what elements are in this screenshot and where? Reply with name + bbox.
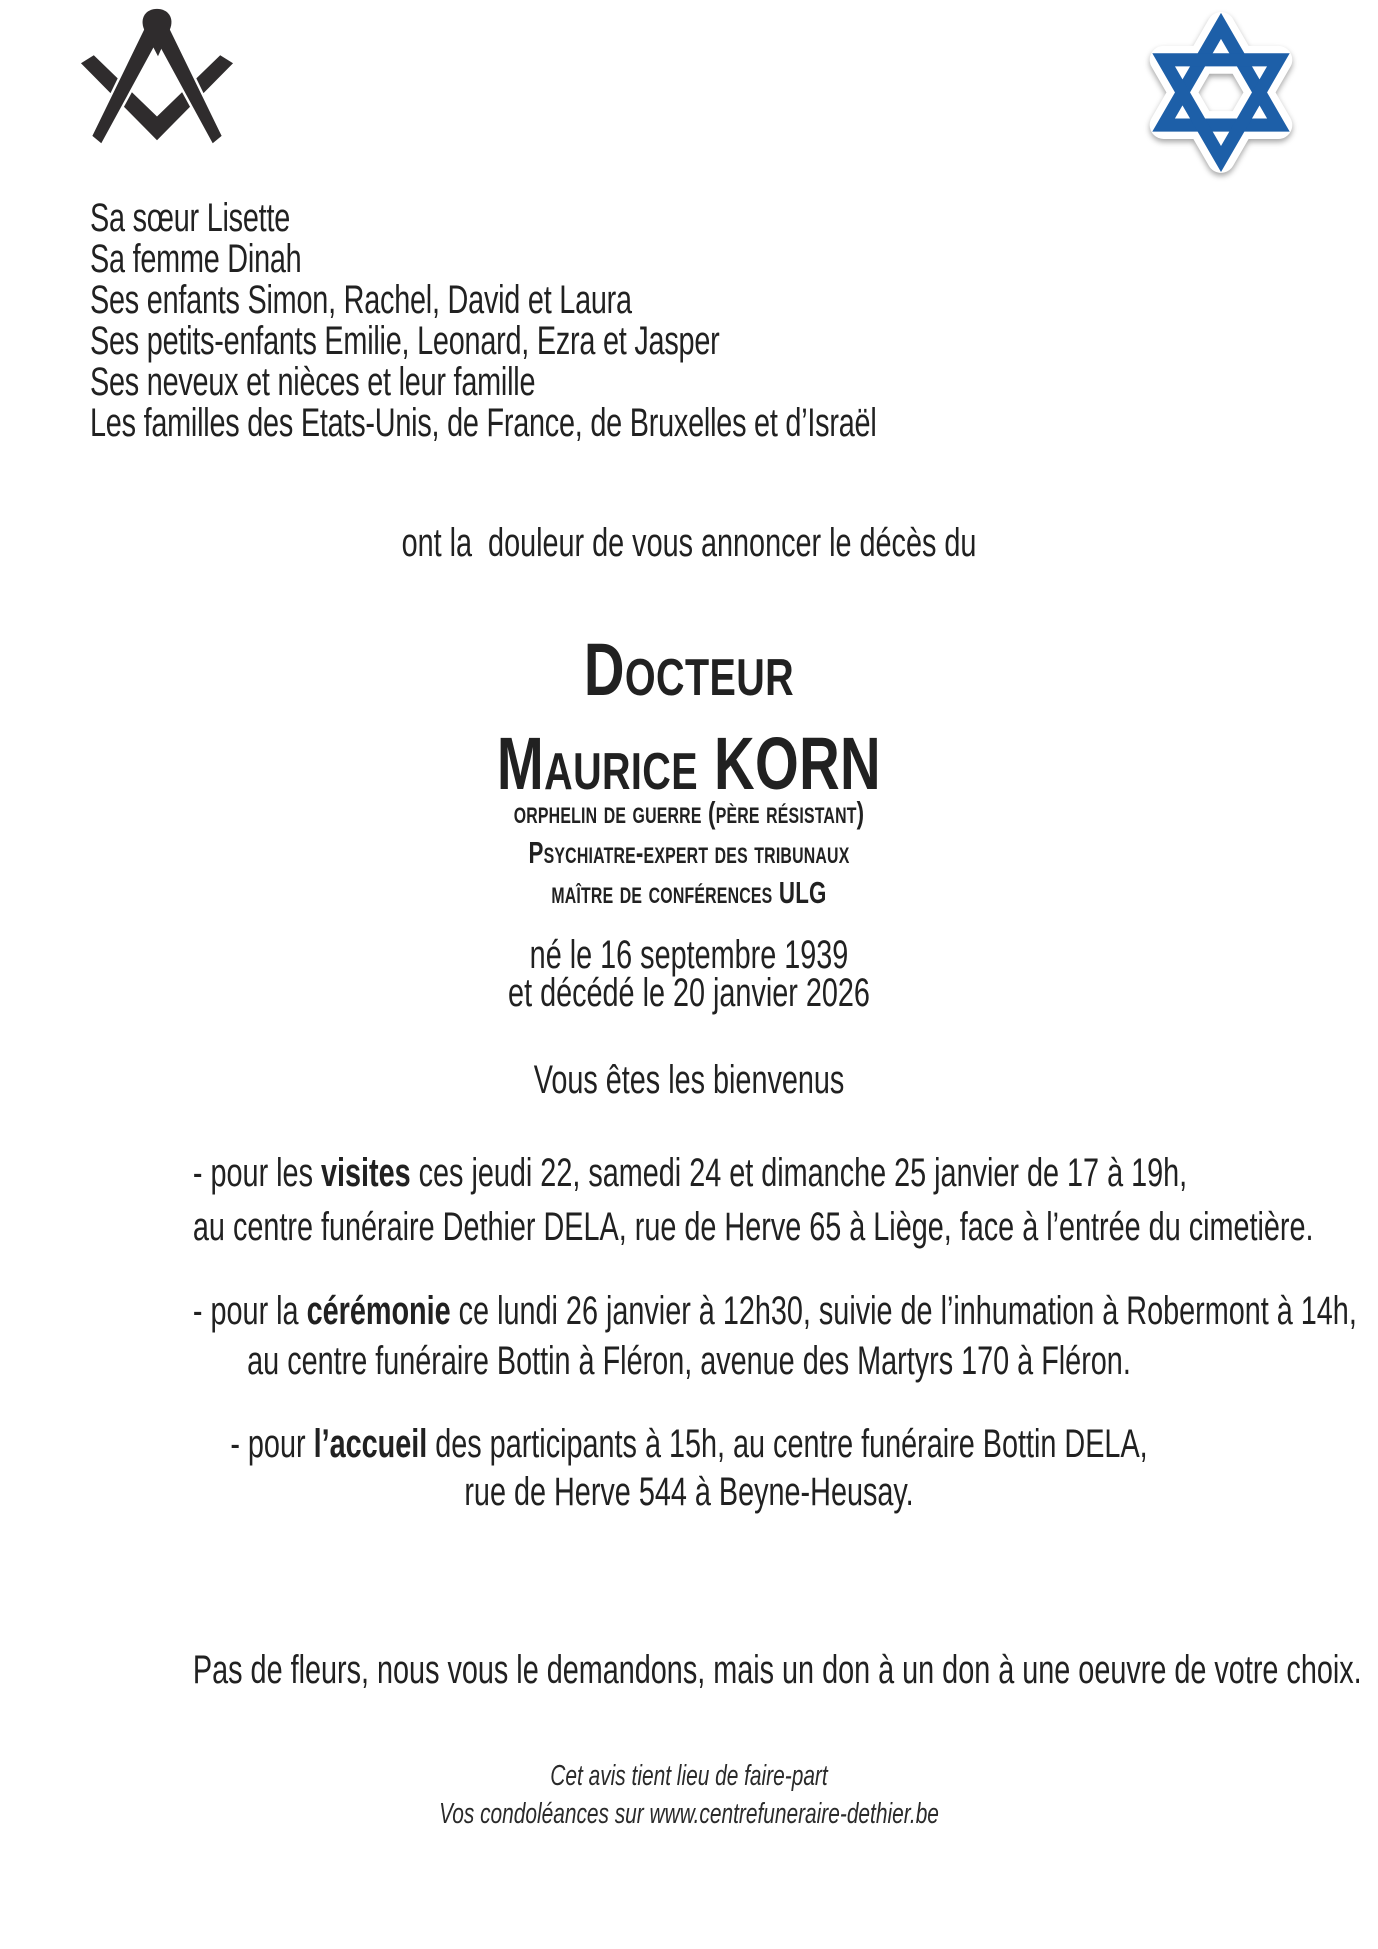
family-line: Sa femme Dinah [90, 237, 302, 281]
event-prefix: - pour la [192, 1289, 307, 1333]
honorifics-block [193, 793, 1185, 913]
family-line: Sa sœur Lisette [90, 196, 291, 240]
flowers-note: Pas de fleurs, nous vous le demandons, mais un don à un don à une oeuvre de votre choix. [192, 1648, 1362, 1692]
footer-notice-line: Cet avis tient lieu de faire-part [550, 1760, 828, 1792]
event-keyword: visites [320, 1151, 411, 1195]
event-keyword: l’accueil [313, 1422, 428, 1466]
event-details: ces jeudi 22, samedi 24 et dimanche 25 janvier de 17 à 19h, [410, 1151, 1188, 1195]
event-ceremony-line2: au centre funéraire Bottin à Fléron, avenue des Martyrs 170 à Fléron. [247, 1339, 1131, 1383]
honorific-line: Psychiatre-expert des tribunaux [528, 835, 850, 870]
announcement-line: ont la douleur de vous annoncer le décès du [401, 521, 977, 565]
event-prefix: - pour les [192, 1151, 321, 1195]
footer-block [193, 1757, 1185, 1833]
deceased-name-block [165, 623, 1212, 811]
birth-date-line: né le 16 septembre 1939 [529, 933, 849, 977]
family-line: Ses neveux et nièces et leur famille [90, 360, 536, 404]
family-line: Les familles des Etats-Unis, de France, de Bruxelles et d’Israël [90, 401, 877, 445]
footer-condolences-line: Vos condoléances sur www.centrefuneraire-dethier.be [439, 1798, 939, 1830]
honorific-line: orphelin de guerre (père résistant) [513, 795, 865, 830]
death-date-line: et décédé le 20 janvier 2026 [508, 971, 870, 1015]
event-ceremony [192, 1286, 1357, 1386]
welcome-line: Vous êtes les bienvenus [533, 1058, 845, 1102]
dates-block [193, 933, 1185, 1015]
event-visits-line2: au centre funéraire Dethier DELA, rue de Herve 65 à Liège, face à l’entrée du cimetière. [192, 1205, 1314, 1249]
family-line: Ses enfants Simon, Rachel, David et Laura [90, 278, 632, 322]
family-line: Ses petits-enfants Emilie, Leonard, Ezra et Jasper [90, 319, 720, 363]
event-reception [193, 1420, 1185, 1516]
masonic-square-compasses-icon [78, 8, 236, 148]
event-prefix: - pour [230, 1422, 314, 1466]
event-visits [192, 1146, 1314, 1254]
deceased-title: Docteur [583, 628, 795, 711]
star-of-david-icon [1141, 0, 1301, 184]
event-reception-line1 [193, 1420, 1185, 1468]
event-keyword: cérémonie [306, 1289, 451, 1333]
deceased-full-name: Maurice KORN [496, 722, 882, 805]
honorific-line: maître de conférences ULG [551, 875, 827, 910]
event-ceremony-line1 [192, 1286, 1357, 1336]
family-list [90, 198, 882, 444]
event-visits-line1 [192, 1146, 1188, 1200]
event-reception-line2: rue de Herve 544 à Beyne-Heusay. [464, 1470, 914, 1514]
event-details: des participants à 15h, au centre funéraire Bottin DELA, [427, 1422, 1148, 1466]
event-details: ce lundi 26 janvier à 12h30, suivie de l’inhumation à Robermont à 14h, [450, 1289, 1357, 1333]
